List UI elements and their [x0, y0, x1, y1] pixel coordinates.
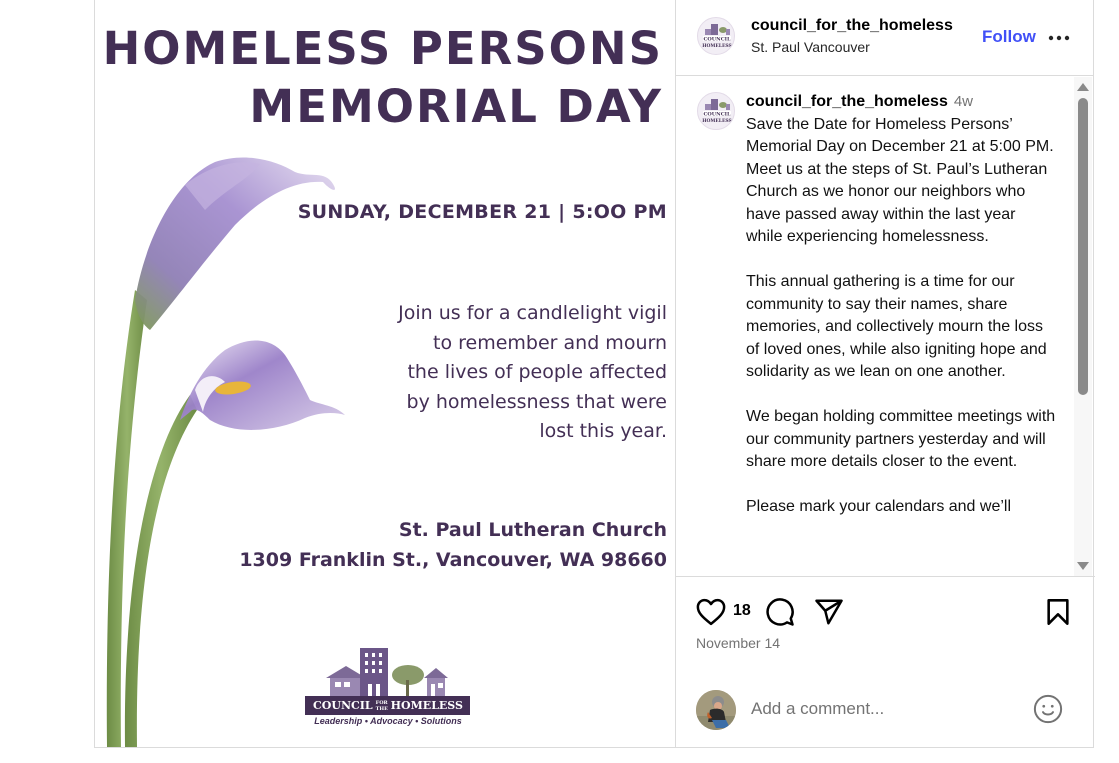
save-button[interactable]: [1046, 598, 1070, 631]
svg-text:COUNCIL: COUNCIL: [703, 36, 731, 43]
heart-outline-icon: [696, 598, 726, 626]
scroll-down-arrow-icon[interactable]: [1077, 562, 1089, 570]
council-logo: [300, 642, 470, 732]
comment-button[interactable]: [765, 597, 795, 632]
caption-time-ago[interactable]: 4w: [953, 93, 974, 110]
caption-paragraph: Save the Date for Homeless Persons’ Memorial Day on December 21 at 5:00 PM. Meet us at the steps of St. Paul’s Lutheran Church as we honor our neighbors who have passed away within the last year while experiencing homelessness.: [746, 115, 1054, 245]
flyer-venue: [239, 515, 667, 575]
caption-scrollbar[interactable]: [1074, 77, 1092, 577]
flyer-body-line: Join us for a candlelight vigil: [398, 302, 667, 324]
action-bar: [676, 578, 1095, 678]
post-sidebar: [675, 0, 1094, 747]
logo-word-for-the: FOR THE: [375, 699, 388, 712]
header-location[interactable]: St. Paul Vancouver: [751, 39, 870, 55]
flyer-title-line-1: HOMELESS PERSONS: [102, 22, 663, 75]
caption-avatar[interactable]: [697, 92, 735, 130]
logo-word-council: COUNCIL: [313, 699, 373, 712]
flyer-title: [103, 20, 663, 136]
post-dialog: [94, 0, 1094, 748]
post-image[interactable]: [95, 0, 675, 747]
account-avatar[interactable]: [697, 17, 735, 55]
share-button[interactable]: [814, 598, 844, 631]
current-user-avatar: [696, 690, 736, 730]
user-photo-avatar: [696, 690, 736, 730]
follow-button[interactable]: Follow: [982, 27, 1036, 46]
like-button[interactable]: [696, 598, 726, 631]
scroll-up-arrow-icon[interactable]: [1077, 83, 1089, 91]
caption-scroll-area[interactable]: [676, 77, 1095, 577]
flyer-title-line-2: MEMORIAL DAY: [249, 80, 663, 133]
council-avatar-icon: [698, 93, 735, 130]
caption-text: [746, 91, 1056, 541]
more-horizontal-icon: [1048, 35, 1070, 41]
flyer-body-line: the lives of people affected: [407, 361, 667, 383]
flyer-venue-address: 1309 Franklin St., Vancouver, WA 98660: [239, 549, 667, 571]
svg-text:HOMELESS: HOMELESS: [702, 44, 732, 49]
send-paper-plane-icon: [814, 598, 844, 626]
caption-paragraph: This annual gathering is a time for our community to say their names, share memories, and collectively mourn the loss of loved ones, while also igniting hope and solidarity as we lean on one another.: [746, 273, 1047, 380]
more-options-button[interactable]: [1048, 24, 1070, 47]
logo-tagline: Leadership • Advocacy • Solutions: [314, 716, 462, 726]
smiley-face-icon: [1033, 694, 1063, 724]
header-username[interactable]: council_for_the_homeless: [751, 17, 953, 34]
scrollbar-thumb[interactable]: [1078, 98, 1088, 395]
caption-paragraph: Please mark your calendars and we’ll: [746, 498, 1012, 515]
svg-text:HOMELESS: HOMELESS: [702, 119, 732, 124]
logo-word-homeless: HOMELESS: [390, 699, 463, 712]
flyer-body-line: lost this year.: [539, 420, 667, 442]
comment-input[interactable]: [751, 696, 1021, 722]
flyer-body-text: [337, 299, 667, 447]
caption-username[interactable]: council_for_the_homeless: [746, 93, 948, 110]
bookmark-outline-icon: [1046, 598, 1070, 626]
like-count[interactable]: 18: [733, 602, 751, 619]
council-logo-wordmark: [305, 696, 471, 715]
flyer-body-line: to remember and mourn: [433, 331, 667, 354]
flyer-date-time: SUNDAY, DECEMBER 21 | 5:OO PM: [297, 201, 667, 223]
comment-composer: [676, 682, 1095, 747]
svg-text:COUNCIL: COUNCIL: [703, 111, 731, 118]
comment-bubble-icon: [765, 597, 795, 627]
caption-paragraph: We began holding committee meetings with our community partners yesterday and will share more details closer to the event.: [746, 408, 1056, 470]
post-date[interactable]: November 14: [696, 635, 781, 651]
flyer-venue-name: St. Paul Lutheran Church: [398, 519, 667, 541]
council-avatar-icon: [698, 18, 735, 55]
emoji-button[interactable]: [1033, 694, 1063, 729]
flyer-body-line: by homelessness that were: [406, 390, 667, 413]
post-header: [676, 0, 1094, 76]
